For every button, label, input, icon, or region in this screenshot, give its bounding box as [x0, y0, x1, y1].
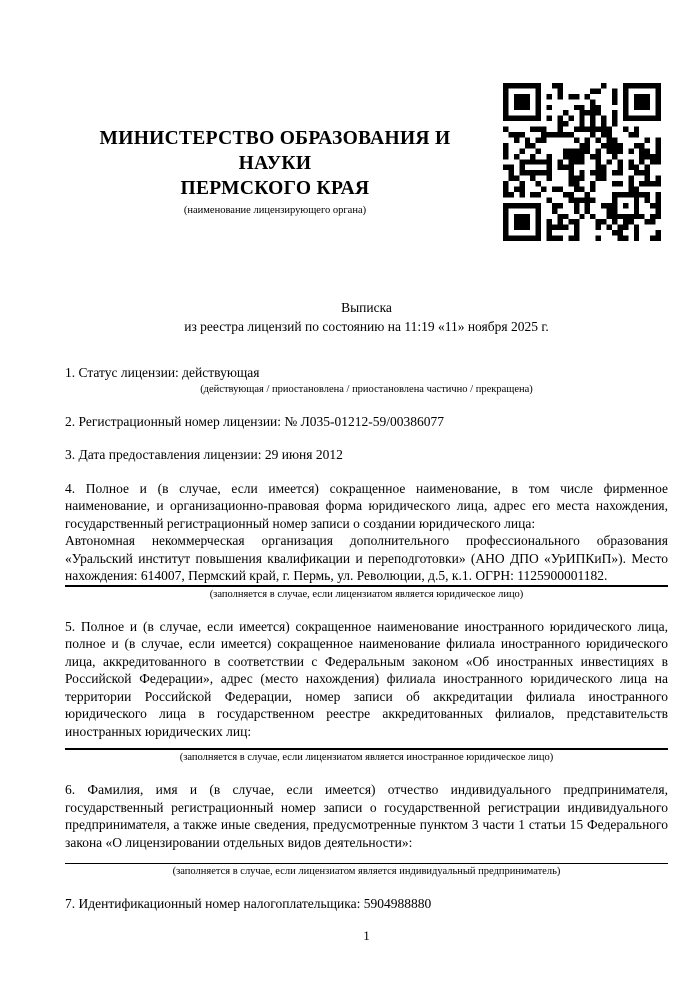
item-license-status-note: (действующая / приостановлена / приостановлена частично / прекращена): [200, 383, 533, 395]
ministry-name-line1: МИНИСТЕРСТВО ОБРАЗОВАНИЯ И НАУКИ: [99, 128, 451, 174]
item-license-grant-date-text: 3. Дата предоставления лицензии: 29 июня 2012: [65, 447, 343, 462]
document-title-block: [65, 299, 668, 336]
item-license-status: [65, 364, 668, 397]
page-number: 1: [363, 928, 370, 943]
item-taxpayer-number: [65, 895, 668, 913]
item-legal-entity-value: Автономная некоммерческая организация дополнительного профессионального образования «Уральский институт повышения квалификации и переподготовки» (АНО ДПО «УрИПКиП»). Место нахождения: 614007, Пермский край, г. Пермь, ул. Революции, д.5, к.1. ОГРН: 1125900001182.: [65, 533, 668, 583]
item-foreign-entity-text: 5. Полное и (в случае, если имеется) сокращенное наименование иностранного юридического лица, полное и (в случае, если имеется) сокращенное наименование филиала иностранного юридического лица, аккредитованного в соответствии с Федеральным законом «Об иностранных инвестициях в Российской Федерации», адрес (место нахождения) филиала иностранного юридического лица на территории Российской Федерации, номер записи об аккредитации филиала иностранного юридического лица в государственном реестре аккредитованных филиалов, представительств иностранных юридических лиц:: [65, 618, 668, 739]
item-license-grant-date: [65, 446, 668, 464]
item-foreign-entity: [65, 618, 668, 766]
item-legal-entity-note: (заполняется в случае, если лицензиатом является юридическое лицо): [209, 588, 524, 600]
items-list: [65, 364, 668, 929]
ministry-name: [65, 126, 485, 218]
item-individual-entrepreneur-note: (заполняется в случае, если лицензиатом является индивидуальный предприниматель): [172, 866, 561, 877]
item-license-status-text: 1. Статус лицензии: действующая: [65, 365, 260, 380]
item-foreign-entity-note: (заполняется в случае, если лицензиатом является иностранное юридическое лицо): [179, 752, 554, 763]
licensing-authority-caption: (наименование лицензирующего органа): [183, 205, 367, 216]
ministry-name-line2: ПЕРМСКОГО КРАЯ: [180, 178, 370, 199]
item-legal-entity: [65, 480, 668, 602]
qr-code-pattern: [503, 83, 661, 241]
document-subtitle: из реестра лицензий по состоянию на 11:19 «11» ноября 2025 г.: [184, 318, 549, 334]
qr-code-icon: [503, 83, 661, 241]
item-registration-number-text: 2. Регистрационный номер лицензии: № Л035-01212-59/00386077: [65, 413, 445, 429]
document-title: Выписка: [341, 300, 392, 315]
item-taxpayer-number-text: 7. Идентификационный номер налогоплательщика: 5904988880: [65, 896, 432, 911]
item-individual-entrepreneur: [65, 781, 668, 879]
item-registration-number: [65, 413, 668, 431]
item-individual-entrepreneur-text: 6. Фамилия, имя и (в случае, если имеется) отчество индивидуального предпринимателя, государственный регистрационный номер записи о государственной регистрации индивидуального предпринимателя, а также иные сведения, предусмотренные пунктом 3 части 1 статьи 15 Федерального закона «О лицензировании отдельных видов деятельности»:: [65, 782, 668, 850]
item-legal-entity-text: 4. Полное и (в случае, если имеется) сокращенное наименование, в том числе фирменное наименование, и организационно-правовая форма юридического лица, адрес его места нахождения, государственный регистрационный номер записи о создании юридического лица:: [65, 480, 668, 531]
